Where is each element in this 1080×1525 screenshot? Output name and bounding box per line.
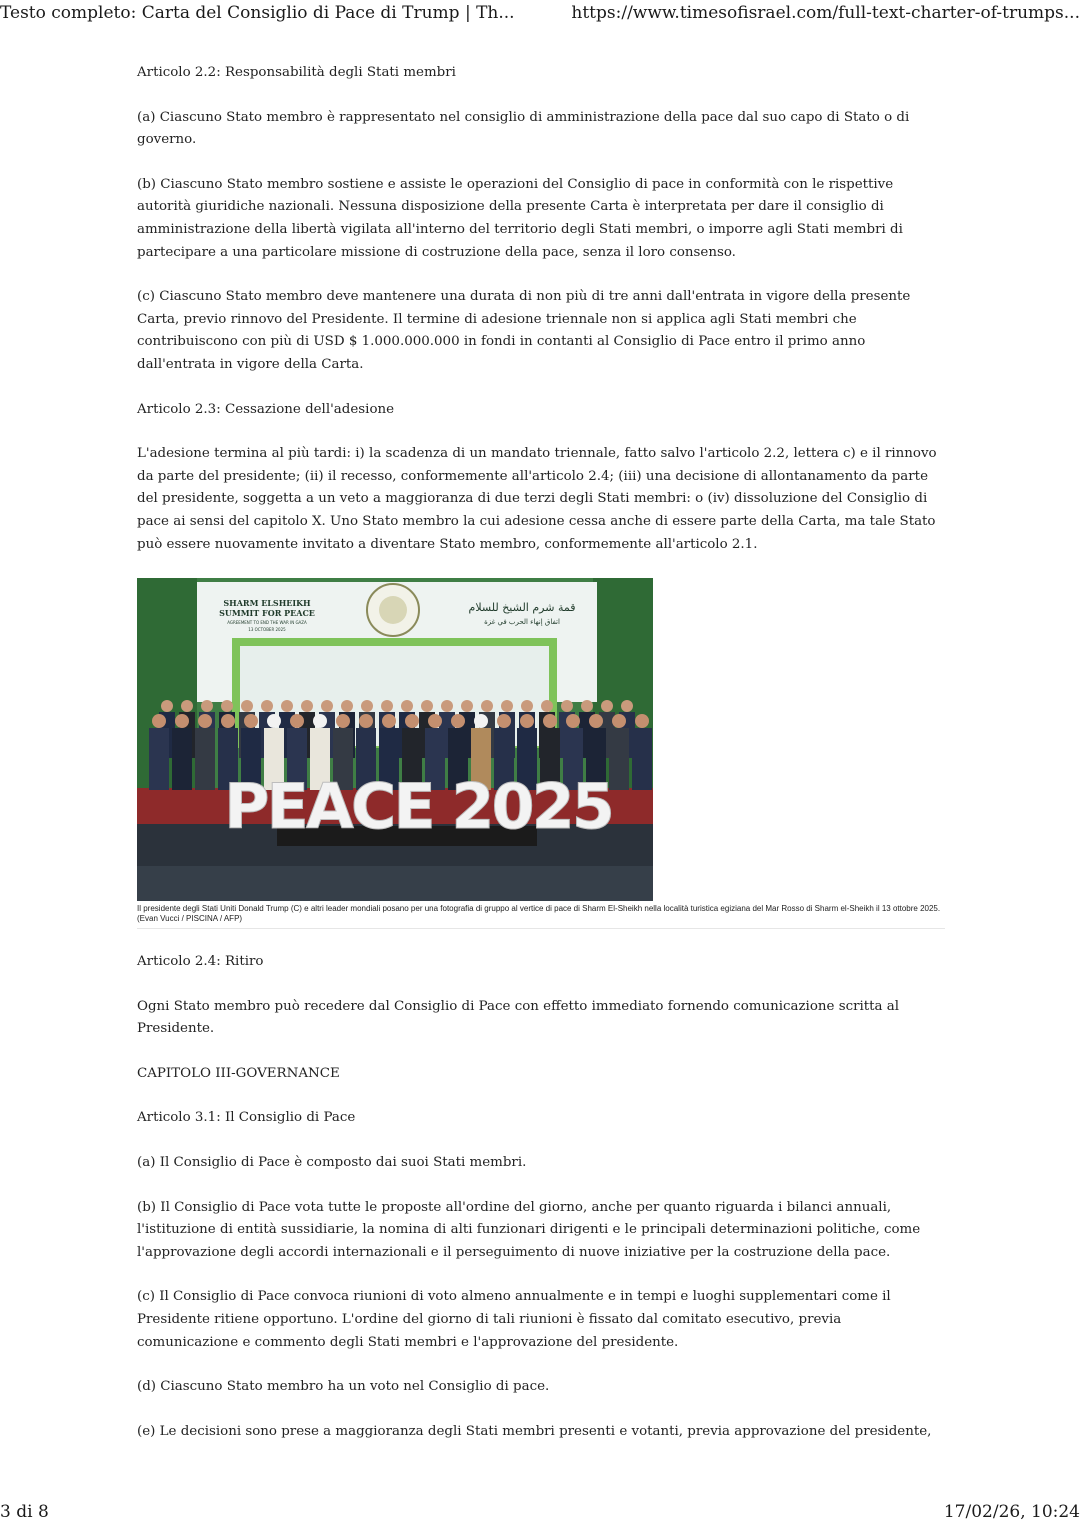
- article-body: [137, 62, 945, 1465]
- article-3-1-c: (c) Il Consiglio di Pace convoca riunioni di voto almeno annualmente e in tempi e luoghi supplementari come il Presidente ritiene opportuno. L'ordine del giorno di tali riunioni è fissato dal comitato esecutivo, previa comunicazione e commento degli Stati membri e l'approvazione del presidente.: [137, 1289, 891, 1350]
- page-url[interactable]: https://www.timesofisrael.com/full-text-charter-of-trumps...: [571, 3, 1080, 23]
- banner-left-line4: 13 OCTOBER 2025: [248, 627, 286, 633]
- article-2-4-heading: Articolo 2.4: Ritiro: [137, 954, 264, 970]
- banner-right-line1: قمة شرم الشيخ للسلام: [468, 601, 576, 615]
- print-datetime: 17/02/26, 10:24: [943, 1502, 1080, 1522]
- print-header: [0, 0, 1080, 30]
- article-3-1-heading: Articolo 3.1: Il Consiglio di Pace: [137, 1110, 356, 1126]
- banner-left-line2: SUMMIT FOR PEACE: [219, 608, 315, 619]
- article-3-1-a: (a) Il Consiglio di Pace è composto dai suoi Stati membri.: [137, 1155, 527, 1171]
- banner-left-line3: AGREEMENT TO END THE WAR IN GAZA: [227, 620, 307, 626]
- article-2-2-a: (a) Ciascuno Stato membro è rappresentato nel consiglio di amministrazione della pace dal suo capo di Stato o di governo.: [137, 109, 910, 148]
- article-2-2-c: (c) Ciascuno Stato membro deve mantenere una durata di non più di tre anni dall'entrata in vigore della presente Carta, previo rinnovo del Presidente. Il termine di adesione triennale non si applica agli Stati membri che contribuiscono con più di USD $ 1.000.000.000 in fondi in contanti al Consiglio di Pace entro il primo anno dall'entrata in vigore della Carta.: [137, 289, 911, 372]
- article-3-1-b: (b) Il Consiglio di Pace vota tutte le proposte all'ordine del giorno, anche per quanto riguarda i bilanci annuali, l'istituzione di entità sussidiarie, la nomina di alti funzionari dirigenti e le principali determinazioni politiche, come l'approvazione degli accordi internazionali e il perseguimento di nuove iniziative per la costruzione della pace.: [137, 1199, 921, 1260]
- page-number: 3 di 8: [0, 1502, 49, 1522]
- article-2-3-text: L'adesione termina al più tardi: i) la scadenza di un mandato triennale, fatto salvo l'articolo 2.2, lettera c) e il rinnovo da parte del presidente; (ii) il recesso, conformemente all'articolo 2.4; (iii) una decisione di allontanamento da parte del presidente, soggetta a un veto a maggioranza di due terzi degli Stati membri: o (iv) dissoluzione del Consiglio di pace ai sensi del capitolo X. Uno Stato membro la cui adesione cessa anche di essere parte della Carta, ma tale Stato può essere nuovamente invitato a diventare Stato membro, conformemente all'articolo 2.1.: [137, 446, 937, 552]
- banner-right-line2: اتفاق إنهاء الحرب في غزة: [484, 618, 560, 627]
- article-2-2-heading: Articolo 2.2: Responsabilità degli Stati membri: [137, 65, 456, 80]
- summit-group-photo: [137, 578, 653, 901]
- article-3-1-e: (e) Le decisioni sono prese a maggioranza degli Stati membri presenti e votanti, previa approvazione del presidente,: [137, 1423, 932, 1439]
- peace-2025-sign: PEACE 2025: [224, 770, 612, 844]
- article-2-3-heading: Articolo 2.3: Cessazione dell'adesione: [137, 401, 395, 417]
- article-figure: [137, 578, 945, 929]
- banner-left-line1: SHARM ELSHEIKH: [223, 598, 311, 609]
- print-footer: [0, 1500, 1080, 1524]
- article-2-4-text: Ogni Stato membro può recedere dal Consiglio di Pace con effetto immediato fornendo comunicazione scritta al Presidente.: [137, 998, 900, 1037]
- article-2-2-b: (b) Ciascuno Stato membro sostiene e assiste le operazioni del Consiglio di pace in conformità con le rispettive autorità giuridiche nazionali. Nessuna disposizione della presente Carta è interpretata per dare il consiglio di amministrazione della libertà vigilata all'interno del territorio degli Stati membri, o imporre agli Stati membri di partecipare a una particolare missione di costruzione della pace, senza il loro consenso.: [137, 176, 903, 260]
- page-title: Testo completo: Carta del Consiglio di Pace di Trump | Th...: [0, 3, 515, 23]
- photo-caption: Il presidente degli Stati Uniti Donald Trump (C) e altri leader mondiali posano per una fotografia di gruppo al vertice di pace di Sharm El-Sheikh nella località turistica egiziana del Mar Rosso di Sharm el-Sheikh il 13 ottobre 2025. (Evan Vucci / PISCINA / AFP): [137, 901, 945, 929]
- chapter-3-heading: CAPITOLO III-GOVERNANCE: [137, 1065, 340, 1081]
- article-3-1-d: (d) Ciascuno Stato membro ha un voto nel Consiglio di pace.: [137, 1379, 550, 1395]
